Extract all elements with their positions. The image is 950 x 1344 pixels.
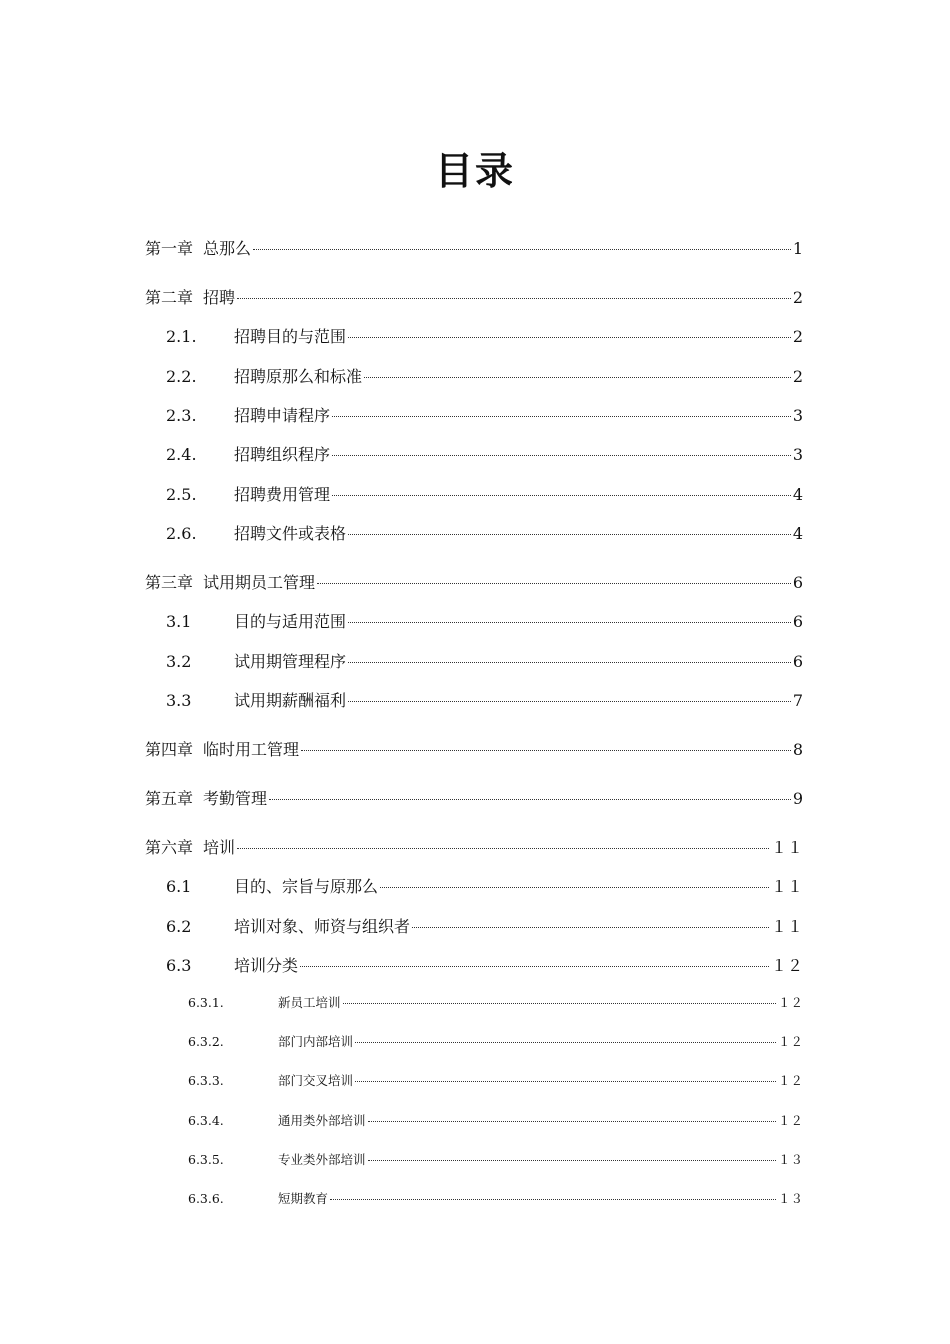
toc-entry-number: 3.1	[166, 612, 192, 631]
toc-entry[interactable]	[166, 364, 803, 387]
toc-entry-number: 第五章	[145, 789, 194, 808]
toc-entry-number: 6.2	[166, 917, 192, 936]
toc-entry-page: 2	[792, 288, 803, 307]
toc-entry-number: 2.1.	[166, 327, 197, 346]
toc-entry-title: 部门交叉培训	[278, 1073, 354, 1088]
toc-entry-page: 9	[792, 789, 803, 808]
dot-leader	[355, 1041, 776, 1043]
toc-entry-page: １３	[777, 1191, 803, 1206]
toc-entry-title: 招聘文件或表格	[234, 524, 347, 543]
toc-entry-page: 8	[792, 740, 803, 759]
toc-entry-page: １１	[770, 838, 803, 857]
toc-entry[interactable]	[145, 285, 803, 308]
toc-entry[interactable]	[188, 1111, 803, 1129]
dot-leader	[237, 847, 769, 849]
toc-title: 目录	[434, 149, 515, 193]
dot-leader	[380, 886, 769, 888]
toc-entry-page: 2	[792, 367, 803, 386]
toc-entry-number: 6.1	[166, 877, 192, 896]
toc-entry[interactable]	[166, 482, 803, 505]
toc-entry-page: 7	[792, 691, 803, 710]
toc-entry[interactable]	[166, 403, 803, 426]
dot-leader	[332, 494, 791, 496]
toc-entry-number: 第六章	[145, 838, 194, 857]
toc-entry[interactable]	[188, 1032, 803, 1050]
toc-entry[interactable]	[188, 1071, 803, 1089]
toc-entry[interactable]	[145, 835, 803, 858]
toc-entry-title: 培训	[203, 838, 236, 857]
toc-entry[interactable]	[188, 993, 803, 1011]
toc-entry-number: 2.3.	[166, 406, 197, 425]
dot-leader	[332, 454, 791, 456]
toc-entry-title: 试用期薪酬福利	[234, 691, 347, 710]
toc-entry-number: 第三章	[145, 573, 194, 592]
dot-leader	[368, 1159, 776, 1161]
toc-entry-number: 6.3.4.	[188, 1113, 224, 1128]
toc-entry-page: 3	[792, 406, 803, 425]
toc-entry-number: 2.5.	[166, 485, 197, 504]
toc-entry-title: 招聘原那么和标准	[234, 367, 363, 386]
toc-entry-number: 6.3.5.	[188, 1152, 224, 1167]
toc-entry[interactable]	[188, 1189, 803, 1207]
toc-entry-title: 培训分类	[234, 956, 299, 975]
toc-entry[interactable]	[166, 324, 803, 347]
toc-entry-number: 2.6.	[166, 524, 197, 543]
toc-entry-number: 6.3.3.	[188, 1073, 224, 1088]
dot-leader	[269, 798, 791, 800]
toc-entry-page: 1	[792, 239, 803, 258]
toc-entry-page: １３	[777, 1152, 803, 1167]
dot-leader	[330, 1198, 776, 1200]
toc-entry[interactable]	[166, 914, 803, 937]
toc-entry-page: １２	[770, 956, 803, 975]
toc-entry[interactable]	[145, 786, 803, 809]
toc-entry-title: 试用期员工管理	[203, 573, 316, 592]
toc-entry[interactable]	[166, 649, 803, 672]
toc-entry-number: 6.3	[166, 956, 192, 975]
dot-leader	[412, 926, 769, 928]
dot-leader	[300, 965, 769, 967]
toc-entry-title: 短期教育	[278, 1191, 329, 1206]
toc-entry-title: 招聘目的与范围	[234, 327, 347, 346]
toc-entry-page: 6	[792, 612, 803, 631]
dot-leader	[348, 336, 791, 338]
dot-leader	[348, 621, 791, 623]
toc-entry-title: 招聘组织程序	[234, 445, 331, 464]
toc-entry-page: １１	[770, 917, 803, 936]
dot-leader	[343, 1002, 776, 1004]
toc-entry-number: 3.3	[166, 691, 192, 710]
dot-leader	[301, 749, 791, 751]
dot-leader	[348, 661, 791, 663]
dot-leader	[253, 248, 791, 250]
toc-entry-number: 第一章	[145, 239, 194, 258]
toc-entry-number: 6.3.6.	[188, 1191, 224, 1206]
toc-entry-title: 目的、宗旨与原那么	[234, 877, 379, 896]
toc-entry-number: 第二章	[145, 288, 194, 307]
toc-entry-number: 6.3.2.	[188, 1034, 224, 1049]
toc-entry[interactable]	[166, 609, 803, 632]
toc-entry-page: １２	[777, 995, 803, 1010]
toc-entry[interactable]	[188, 1150, 803, 1168]
toc-entry[interactable]	[145, 570, 803, 593]
toc-entry-page: 6	[792, 573, 803, 592]
toc-entry-page: 6	[792, 652, 803, 671]
toc-entry-title: 招聘申请程序	[234, 406, 331, 425]
toc-entry-number: 2.2.	[166, 367, 197, 386]
toc-entry-title: 试用期管理程序	[234, 652, 347, 671]
toc-entry-number: 3.2	[166, 652, 192, 671]
toc-entry-title: 新员工培训	[278, 995, 341, 1010]
toc-entry[interactable]	[166, 953, 803, 976]
toc-entry-page: １２	[777, 1034, 803, 1049]
toc-entry-title: 通用类外部培训	[278, 1113, 366, 1128]
toc-entry-title: 总那么	[203, 239, 252, 258]
toc-entry-title: 考勤管理	[203, 789, 268, 808]
toc-entry-title: 专业类外部培训	[278, 1152, 366, 1167]
toc-entry-title: 招聘	[203, 288, 236, 307]
toc-entry-page: １２	[777, 1073, 803, 1088]
toc-entry-page: 4	[792, 524, 803, 543]
toc-entry-title: 目的与适用范围	[234, 612, 347, 631]
toc-entry[interactable]	[145, 236, 803, 259]
toc-entry-title: 招聘费用管理	[234, 485, 331, 504]
toc-entry[interactable]	[166, 521, 803, 544]
toc-entry-page: １２	[777, 1113, 803, 1128]
toc-entry-page: 3	[792, 445, 803, 464]
dot-leader	[237, 297, 791, 299]
toc-entry-number: 第四章	[145, 740, 194, 759]
toc-entry[interactable]	[166, 874, 803, 897]
toc-entry-number: 2.4.	[166, 445, 197, 464]
toc-entry-title: 部门内部培训	[278, 1034, 354, 1049]
toc-entry-page: １１	[770, 877, 803, 896]
toc-entry-page: 2	[792, 327, 803, 346]
toc-entry[interactable]	[166, 688, 803, 711]
toc-entry-page: 4	[792, 485, 803, 504]
dot-leader	[368, 1120, 776, 1122]
dot-leader	[317, 582, 791, 584]
dot-leader	[348, 700, 791, 702]
dot-leader	[355, 1080, 776, 1082]
dot-leader	[332, 415, 791, 417]
toc-entry-title: 临时用工管理	[203, 740, 300, 759]
toc-entry-number: 6.3.1.	[188, 995, 224, 1010]
toc-entry[interactable]	[145, 737, 803, 760]
dot-leader	[364, 376, 791, 378]
toc-entry[interactable]	[166, 442, 803, 465]
toc-entry-title: 培训对象、师资与组织者	[234, 917, 411, 936]
dot-leader	[348, 533, 791, 535]
